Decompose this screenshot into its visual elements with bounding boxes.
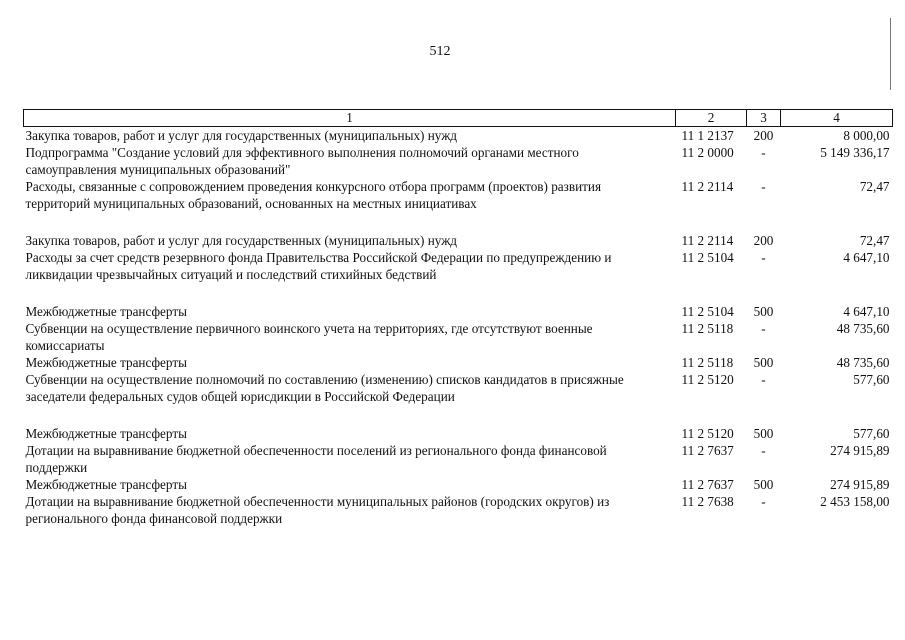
row-vr: - bbox=[761, 145, 766, 160]
table-row bbox=[24, 425, 893, 442]
page-edge-mark bbox=[890, 18, 891, 90]
table-row bbox=[24, 249, 893, 303]
row-code: 11 2 5118 bbox=[681, 355, 734, 370]
row-code: 11 2 7637 bbox=[681, 477, 734, 492]
row-vr: 500 bbox=[753, 304, 774, 319]
row-code: 11 2 7637 bbox=[681, 443, 734, 458]
table-row bbox=[24, 442, 893, 476]
row-vr: - bbox=[761, 321, 766, 336]
row-code: 11 2 5120 bbox=[681, 426, 734, 441]
row-vr: - bbox=[761, 494, 766, 509]
row-amount: 5 149 336,17 bbox=[820, 145, 890, 160]
row-amount: 577,60 bbox=[853, 372, 890, 387]
row-vr: - bbox=[761, 250, 766, 265]
row-amount: 577,60 bbox=[853, 426, 890, 441]
row-code: 11 2 2114 bbox=[681, 233, 734, 248]
row-name: Расходы за счет средств резервного фонда Правительства Российской Федерации по предупреждению и ликвидации чрезвычайных ситуаций и последствий стихийных бедствий bbox=[25, 250, 612, 282]
row-vr: 500 bbox=[753, 477, 774, 492]
header-col-3: 3 bbox=[747, 110, 781, 127]
row-amount: 274 915,89 bbox=[830, 477, 890, 492]
row-code: 11 2 7638 bbox=[681, 494, 734, 509]
row-name: Межбюджетные трансферты bbox=[25, 426, 187, 441]
header-row bbox=[24, 110, 893, 127]
table-row bbox=[24, 476, 893, 493]
header-col-1: 1 bbox=[24, 110, 676, 127]
row-amount: 2 453 158,00 bbox=[820, 494, 890, 509]
row-name: Закупка товаров, работ и услуг для государственных (муниципальных) нужд bbox=[25, 233, 458, 248]
table-row bbox=[24, 232, 893, 249]
row-vr: 200 bbox=[753, 128, 774, 143]
row-vr: 200 bbox=[753, 233, 774, 248]
row-name: Расходы, связанные с сопровождением проведения конкурсного отбора программ (проектов) развития территорий муниципальных образований, основанных на местных инициативах bbox=[25, 179, 602, 211]
row-name: Дотации на выравнивание бюджетной обеспеченности муниципальных районов (городских округов) из регионального фонда финансовой поддержки bbox=[25, 494, 610, 526]
row-vr: - bbox=[761, 443, 766, 458]
row-name: Межбюджетные трансферты bbox=[25, 355, 187, 370]
table-row bbox=[24, 178, 893, 232]
table-row bbox=[24, 320, 893, 354]
row-vr: - bbox=[761, 372, 766, 387]
row-code: 11 2 5118 bbox=[681, 321, 734, 336]
row-amount: 48 735,60 bbox=[836, 355, 890, 370]
budget-table bbox=[23, 109, 893, 527]
row-amount: 48 735,60 bbox=[836, 321, 890, 336]
row-name: Субвенции на осуществление первичного воинского учета на территориях, где отсутствуют военные комиссариаты bbox=[25, 321, 593, 353]
row-amount: 72,47 bbox=[859, 233, 890, 248]
row-amount: 274 915,89 bbox=[830, 443, 890, 458]
row-code: 11 2 5104 bbox=[681, 250, 734, 265]
header-col-2: 2 bbox=[676, 110, 747, 127]
table-row bbox=[24, 493, 893, 527]
table-row bbox=[24, 371, 893, 425]
row-code: 11 2 5104 bbox=[681, 304, 734, 319]
row-vr: - bbox=[761, 179, 766, 194]
row-code: 11 1 2137 bbox=[681, 128, 734, 143]
page-number: 512 bbox=[429, 44, 451, 59]
row-amount: 72,47 bbox=[859, 179, 890, 194]
row-vr: 500 bbox=[753, 355, 774, 370]
table-row bbox=[24, 127, 893, 145]
row-name: Межбюджетные трансферты bbox=[25, 477, 187, 492]
row-code: 11 2 5120 bbox=[681, 372, 734, 387]
row-name: Подпрограмма "Создание условий для эффективного выполнения полномочий органами местного самоуправления муниципальных образований" bbox=[25, 145, 579, 177]
row-name: Закупка товаров, работ и услуг для государственных (муниципальных) нужд bbox=[25, 128, 458, 143]
row-vr: 500 bbox=[753, 426, 774, 441]
table-row bbox=[24, 354, 893, 371]
row-code: 11 2 0000 bbox=[681, 145, 734, 160]
row-name: Дотации на выравнивание бюджетной обеспеченности поселений из регионального фонда финансовой поддержки bbox=[25, 443, 607, 475]
table-row bbox=[24, 303, 893, 320]
row-amount: 4 647,10 bbox=[843, 250, 890, 265]
table-row bbox=[24, 144, 893, 178]
header-col-4: 4 bbox=[781, 110, 893, 127]
row-amount: 4 647,10 bbox=[843, 304, 890, 319]
table-header bbox=[24, 110, 893, 127]
row-name: Межбюджетные трансферты bbox=[25, 304, 187, 319]
row-code: 11 2 2114 bbox=[681, 179, 734, 194]
row-amount: 8 000,00 bbox=[843, 128, 890, 143]
row-name: Субвенции на осуществление полномочий по составлению (изменению) списков кандидатов в присяжные заседатели федеральных судов общей юрисдикции в Российской Федерации bbox=[25, 372, 624, 404]
table-body bbox=[24, 127, 893, 528]
